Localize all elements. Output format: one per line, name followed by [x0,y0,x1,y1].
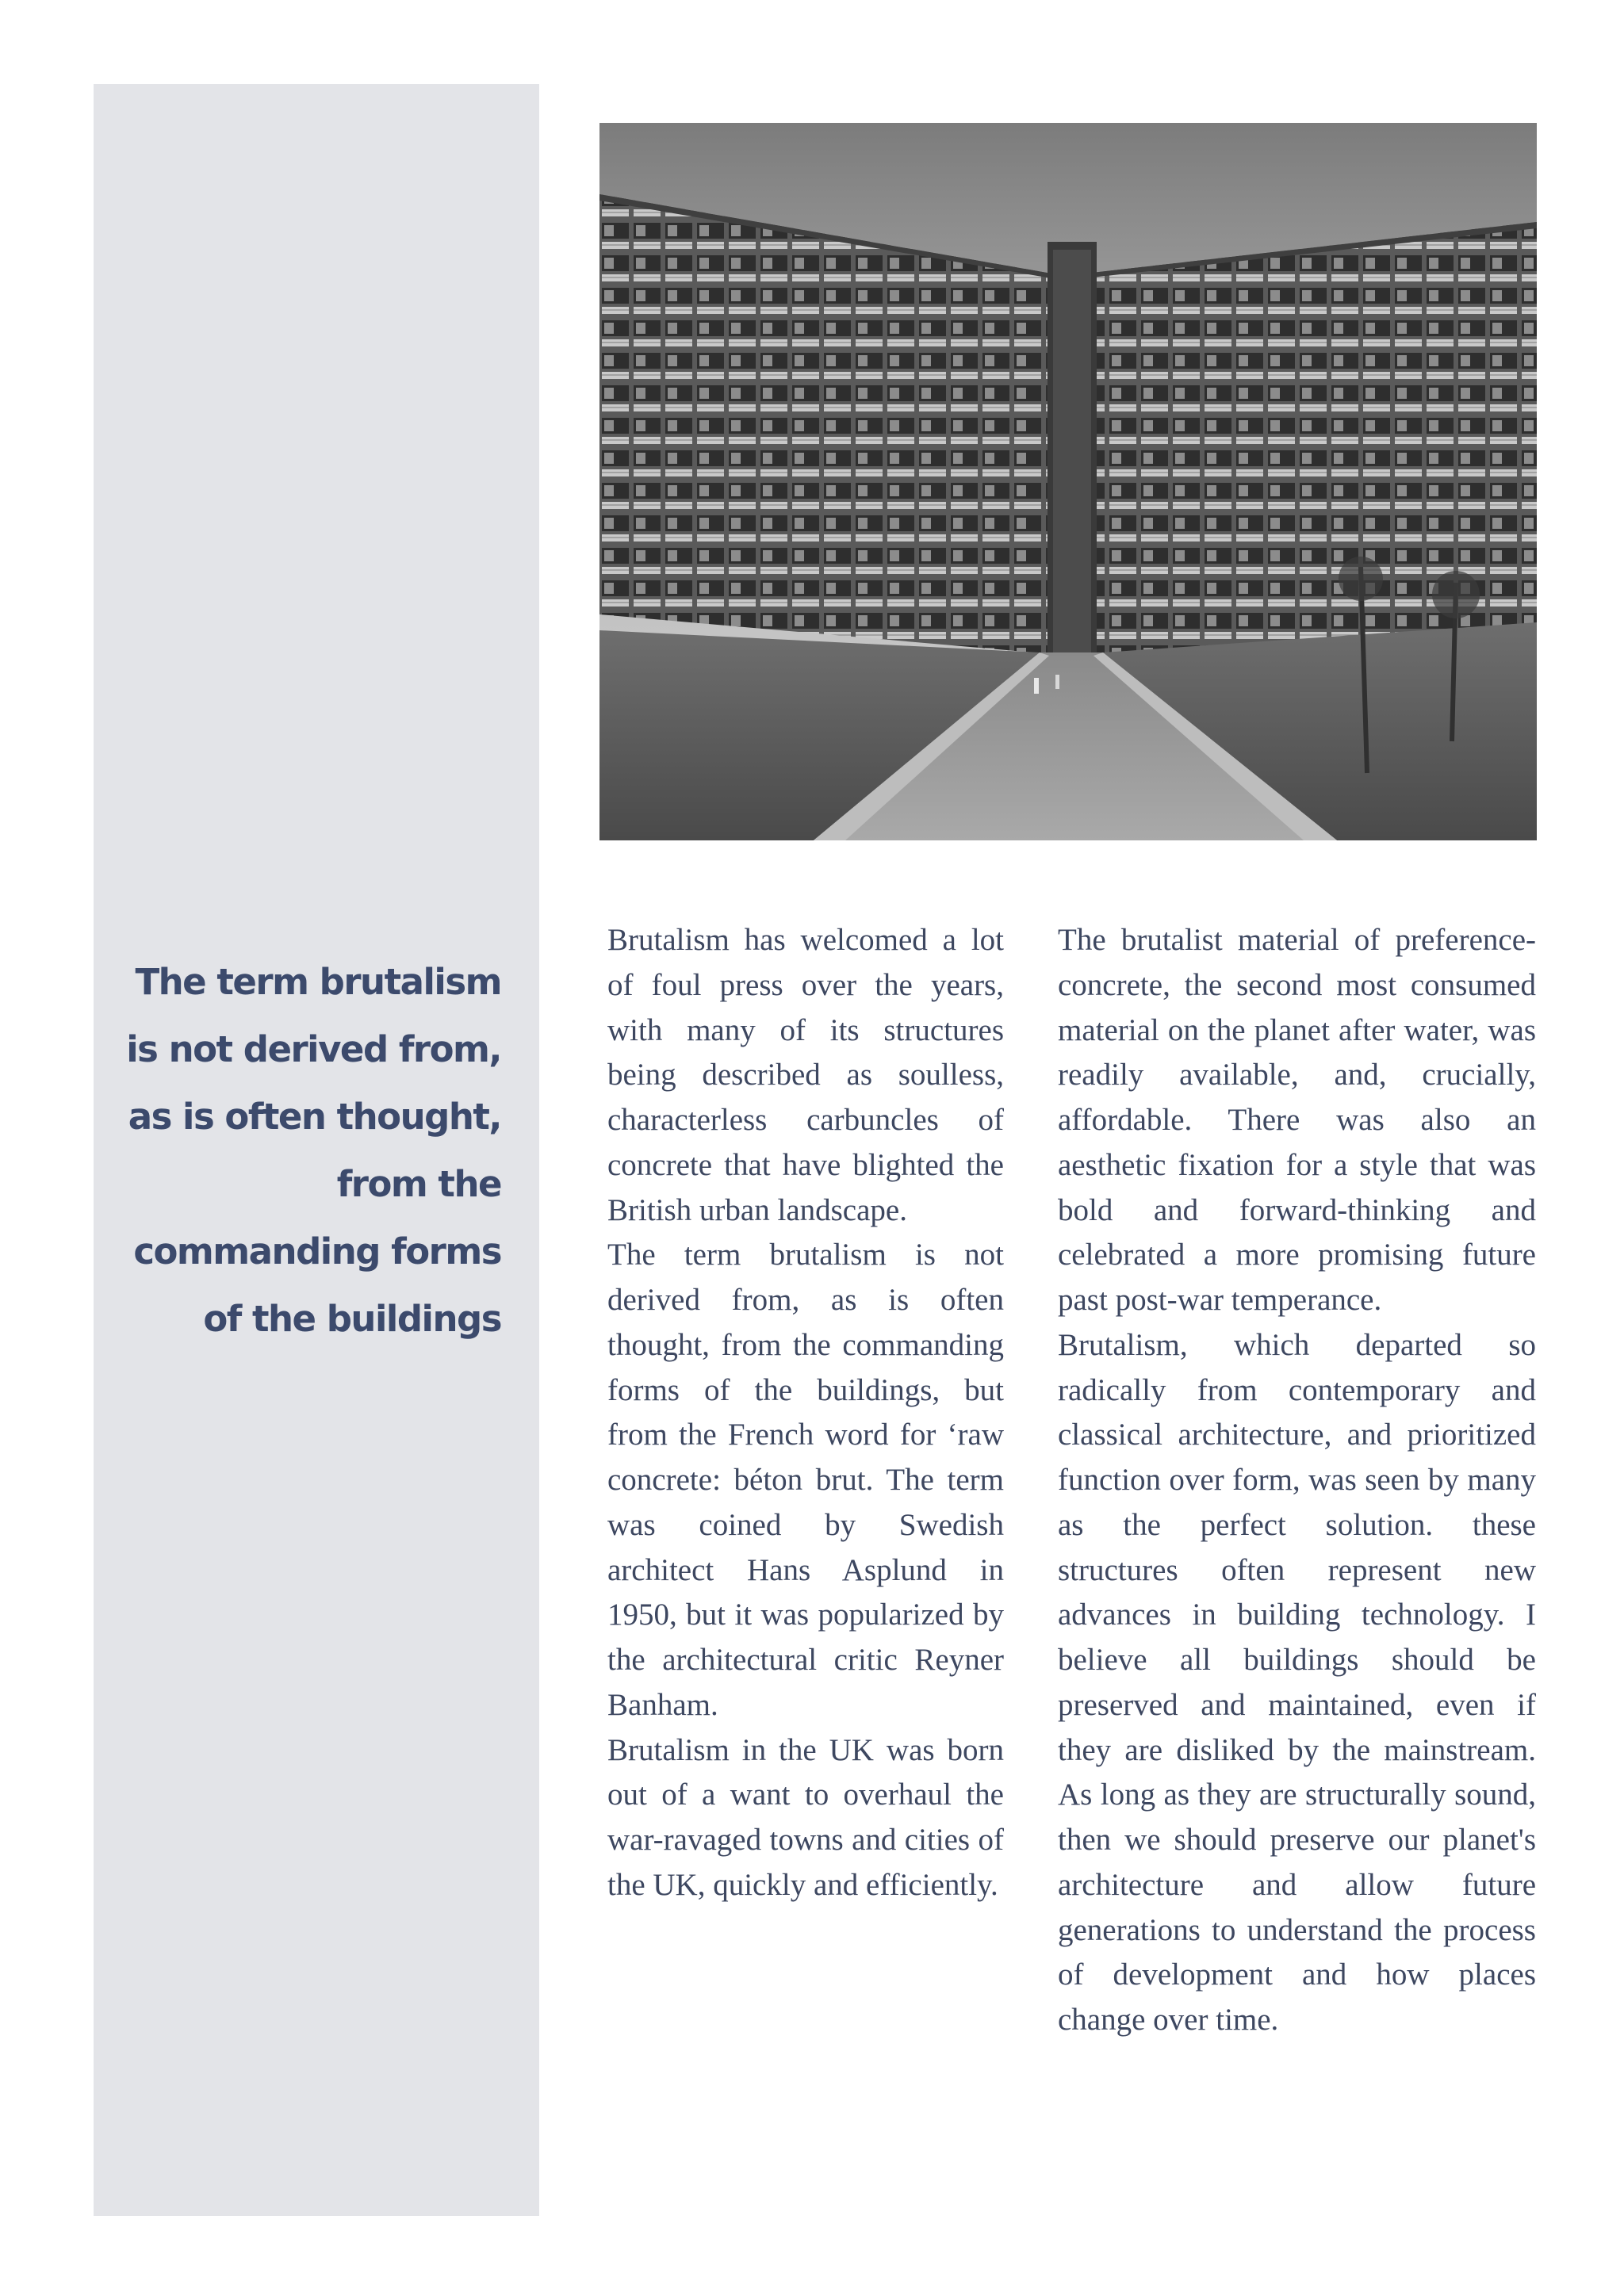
paragraph: Brutalism in the UK was born out of a want to overhaul the war-ravaged towns and cities of the UK, quickly and efficiently. [607,1732,1004,1902]
pull-quote: The term brutalism is not derived from, as is often thought, from the commanding forms of the buildings [126,961,501,1340]
brutalist-housing-estate-photo [599,123,1537,840]
paragraph: Brutalism has welcomed a lot of foul press over the years, with many of its structures being described as soulless, characterless carbuncles of concrete that have blighted the British urban landscape. [607,923,1004,1227]
paragraph: The term brutalism is not derived from, as is often thought, from the commanding forms of the buildings, but from the French word for ‘raw concrete: béton brut. The term was coined by Swedish architect Hans Asplund in 1950, but it was popularized by the architectural critic Reyner Banham. [607,1238,1004,1722]
paragraph: Brutalism, which departed so radically from contemporary and classical architecture, and prioritized function over form, was seen by many as the perfect solution. these structures often represent new advances in building technology. I believe all buildings should be preserved and maintained, even if they are disliked by the mainstream. As long as they are structurally sound, then we should preserve our planet's architecture and allow future generations to understand the process of development and how places change over time. [1058,1327,1536,2037]
body-column-2 [1058,918,1536,2043]
paragraph: The brutalist material of preference- concrete, the second most consumed material on the planet after water, was readily available, and, crucially, affordable. There was also an aesthetic fixation for a style that was bold and forward-thinking and celebrated a more promising future past post-war temperance. [1058,923,1536,1317]
building-photo [599,123,1537,840]
body-column-1 [607,918,1004,1908]
